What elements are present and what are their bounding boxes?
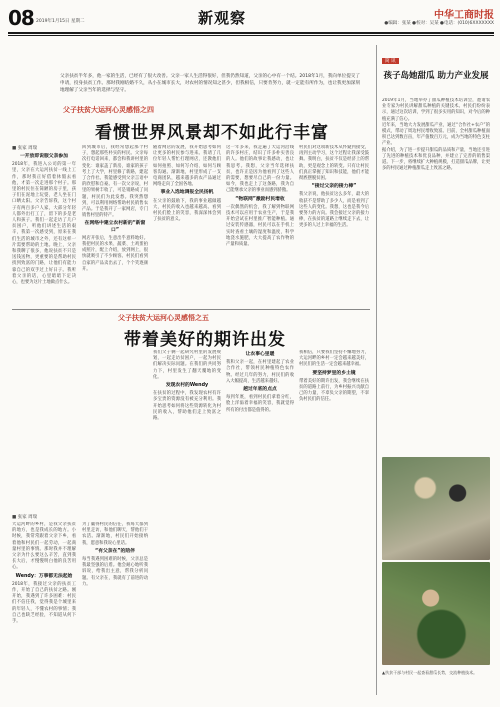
date-line: 2019年1月15日 星期二: [36, 19, 85, 24]
sidebar-title: 孩子岛她甜瓜 助力产业发展: [383, 71, 489, 81]
sidebar-photo-2: [382, 562, 490, 665]
article2-col2-subhead: “有父亲在”的陪伴: [95, 548, 135, 554]
article1-col3-subhead: 事业入选地调报全民扬帆: [160, 190, 214, 196]
sidebar-divider: [376, 45, 377, 695]
article1-col4: [226, 145, 294, 305]
article1-col5-text: 村民们对这项新技术从怀疑到接受，再到主动学习，这个过程让我深受鼓舞。我明白，扶贫不仅是经济上的帮助，更是观念上的转变。只有让村民们真正掌握了知识和技能，他们才能彻底摆脱贫困。: [299, 145, 369, 182]
sidebar-photo-1: [382, 457, 490, 560]
article2-col3-text-b: 在扶贫的过程中，我发现农村有许多宝贵的资源没有被充分利用。我开始思考如何将这些资源转化为村民的收入，帮助他们走上致富之路。: [153, 391, 221, 422]
sidebar-body: [382, 98, 490, 452]
info-bar: ●编辑：张某 ●校对：吴某 ●电话：(010)6XXXXXXX: [384, 21, 494, 26]
article1-col5: [299, 145, 369, 305]
page-number: 08: [8, 6, 34, 30]
article1-col5-subhead: “接过父亲的接力棒”: [311, 184, 357, 190]
article2-series: 父子扶贫大运河心灵感悟之五: [118, 314, 209, 322]
article2-col5-subhead: 要坚持梦里的乡土镜: [312, 370, 356, 376]
sidebar-caption: ▲扶贫干部与村民一起查看甜瓜长势，交流种植技术。: [382, 670, 478, 675]
sidebar-para2: 近年来，当地大力发展甜瓜产业，通过“合作社+农户”的模式，带动了周边村民增收致富。目前，全村甜瓜种植面积已达到数百亩，年产值数百万元，成为当地的特色支柱产业。: [382, 122, 490, 147]
article1-col4-text-b: 一次偶然的机会，我了解到物联网技术可以应用于农业生产，于是我开始尝试在村里推广智能种植。通过安装传感器，村民可以在手机上实时查看土壤的湿度和温度，科学地浇水施肥，大大提高了农作物的产量和质量。: [226, 204, 294, 248]
article1-col4-subhead: “物联网”激励村民增收: [235, 196, 285, 202]
top-rule-thin: [8, 35, 494, 36]
article2-col3-text: 我们父子俩一起研究村里的发展规划，一起走访贫困户，一起为村民们解决实际问题。在我们的共同努力下，村里发生了翻天覆地的变化。: [153, 350, 221, 380]
article1-col2-text-b: 网店开张后，生意出乎意料地好。我把村民的水果、蔬菜、土鸡蛋拍成照片，配上介绍，放到网上，很快就吸引了不少顾客。村民们看到自家的产品卖出去了，个个笑逐颜开。: [82, 235, 148, 272]
article1-series: 父子扶贫大运河心灵感悟之四: [63, 106, 154, 114]
top-rule: [8, 32, 494, 34]
article1-author: ■ 张家 周瑞: [12, 146, 38, 151]
article2-col1: [12, 522, 76, 697]
article1-col1-subhead: 一开放即说服父亲参加: [20, 154, 68, 159]
article2-col1-subhead: Wendy：万事都无法起始: [15, 573, 73, 579]
article1-headline: 看惯世界风景却不如此行丰富: [95, 123, 329, 143]
article1-col4-text: 这一年多来，我走遍了大运河沿线的许多村庄，结识了许多朴实善良的人。他们的故事让我感动，也让我思考。我想，父亲当年选择扶贫，也许正是因为他看到了这些人的需要，想要尽自己的一份力量。如今，我也走上了这条路，我为自己能继承父亲的事业而感到骄傲。: [226, 145, 294, 194]
article1-col3-text: 随着网店的发展，我开始思考如何让更多的村民参与进来。我请了几位年轻人帮忙打理网店，还教他们如何拍照、如何写介绍、如何与顾客沟通。渐渐地，村里形成了一支电商团队，越来越多的农产品通过网络走向了全国各地。: [153, 145, 221, 188]
intro-paragraph: 父亲扶贫半年多，他一家的生活，已经有了很大改善。父亲一家人生活得很好，但我仍然知道，父亲的心中有一个结。2018年1月，我向单位提交了申请，投身扶贫工作。那时我刚结婚不久，从小在城市长大，对农村的情况知之甚少，但我相信，只要肯努力，就一定能有所作为，也让我更加深刻地理解了父亲当年的选择与坚守。: [60, 74, 360, 94]
article2-col5-text: 我相信，只要我们坚持不懈地努力，大运河畔的乡村一定会越来越美好，村民们的生活一定会越来越幸福。: [299, 350, 369, 368]
article1-col2-text: 回到城市后，我经常想起那个村子，想起那些朴实的村民。父亲每次打电话回来，都会和我讲村里的变化：谁家盖了新房，谁家的孩子考上了大学，村里修了新路，建起了合作社。我能感受到父亲言语中的欣慰和自豪。有一次父亲说，村里的果树丰收了，可是销路成了问题，村民们为此发愁。我突然想到，可以利用网络帮助村民销售农产品。于是我开了一家网店，专门销售村里的特产。: [82, 145, 148, 219]
article2-col2-text-b: 每当我遇到困难的时候，父亲总是我最坚强的后盾。他会耐心地听我诉说，给我出主意，帮我分析问题。有父亲在，我就有了前进的动力。: [82, 557, 148, 587]
article2-col1-text: 大运河畔的乡村，是我父亲扶贫的地方，也是我成长的地方。小时候，我常常跟着父亲下乡，看着他和村民们一起劳动，一起商量村里的事情。那时我并不理解父亲为什么要这么辛苦，直到我长大后，才慢慢明白他的良苦用心。: [12, 522, 76, 571]
article1-col5-text-b: 我父亲说，他扶贫这么多年，最大的收获不是帮助了多少人，而是看到了这些人的变化。我想，这也是我今后要努力的方向。我会接过父亲的接力棒，在扶贫的道路上继续走下去，让更多的人过上幸福的生活。: [299, 192, 369, 229]
article2-col3: [153, 350, 221, 697]
sidebar-para1: 2019年1月，当地举办了甜瓜种植技术培训会，邀请农业专家为村民讲解甜瓜种植的关键技术。村民们纷纷表示，通过这次培训，学到了很多实用的知识，对今后的种植充满了信心。: [382, 98, 490, 122]
article1-col2-subhead: 在网络中建立农村新的“新窗口”: [84, 221, 146, 233]
article2-col3-subhead: 发现农村的Wendy: [165, 383, 209, 389]
article2-col4-text: 我和父亲一起，在村里建起了农业合作社，带领村民种植特色农作物。经过几年的努力，村民们的收入大幅提高，生活越来越好。: [226, 360, 294, 384]
article2-col1-text-b: 2018年，我接过父亲的扶贫工作，开始了自己的扶贫之路。刚开始，我遇到了许多困难：村民们不信任我，觉得我是个城里来的年轻人，不懂农村的事情；我自己也缺乏经验，不知道从何下手。: [12, 581, 76, 625]
article2-col4-subhead2: 越过年底的点点: [243, 387, 277, 393]
article1-col2: [82, 145, 148, 305]
article2-col4: [226, 350, 294, 697]
article1-col3: [153, 145, 221, 305]
article2-col2-text: 为了赢得村民的信任，我每天都到村里走访，和他们聊天，帮他们干农活。渐渐地，村民们开始接纳我，愿意和我说心里话。: [82, 522, 148, 546]
sidebar-tag: 简 讯: [382, 58, 399, 64]
article2-col4-subhead: 让农事心里暖: [245, 352, 275, 357]
brand-name: 中华工商时报: [434, 10, 494, 21]
article-divider: [12, 309, 370, 310]
sidebar-para3: 据介绍，为了进一步提升甜瓜的品质和产量，当地还引进了先进的种植技术和优良品种，并建立了完善的销售渠道。下一步，将继续扩大种植规模，打造甜瓜品牌，让更多的村民通过种植甜瓜走上致富之路。: [382, 147, 490, 172]
article2-col2: [82, 522, 148, 697]
article2-col5: [299, 350, 369, 697]
masthead: [8, 6, 494, 32]
section-logo: 新观察: [198, 9, 247, 27]
article1-col1-text: 2018年，我进入公司的第一年里，父亲在大运河扶贫一线上工作，那时我正好借着休假去看他，才第一次走进那个村子。那里的村民住在简陋的房子里，孩子们在泥地上玩耍，老人坐在门口晒太阳。父亲告诉我，这个村子有两百多户人家，大部分年轻人都外出打工了，留下的多是老人和孩子。我们一起走访了几户贫困户，听他们讲述生活的艰辛，我第一次感受到，原来在我们生活的城市之外，还有这样一片需要帮助的土地。晚上，父亲和我聊了很多，他说扶贫不只是送钱送物，更重要的是帮助村民找到致富的门路，让他们有能力靠自己的双手过上好日子。我听着父亲的话，心里暗暗下定决心，也要为这片土地做点什么。: [12, 162, 76, 286]
article2-headline: 带着美好的期许出发: [124, 330, 286, 350]
article2-col4-text-b: 每到年底，看到村民们拿着分红，脸上洋溢着幸福的笑容，我就觉得所有的付出都是值得的。: [226, 395, 294, 413]
article2-author: ■ 张家 周瑞: [12, 515, 38, 520]
article1-col3-text-b: 在父亲的鼓励下，我的事业越做越大，村民的收入也越来越高。看到村民们脸上的笑容，我深深体会到了扶贫的意义。: [153, 198, 221, 223]
article1-col1: [12, 152, 76, 300]
article2-col5-text-b: 带着美好的期许出发，我会继续在扶贫的道路上前行，为乡村振兴贡献自己的力量，不辜负父亲的期望，不辜负村民们的信任。: [299, 378, 369, 403]
